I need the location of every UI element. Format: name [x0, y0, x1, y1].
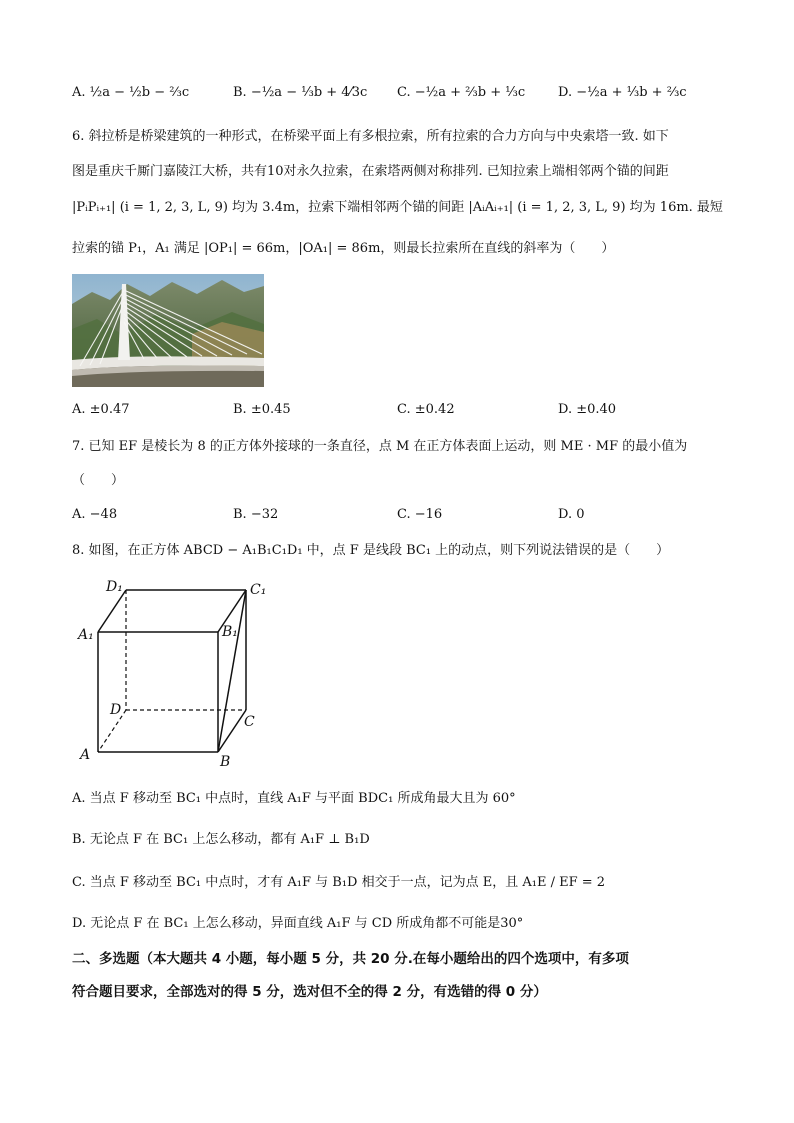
label-a1: A₁ — [78, 627, 94, 643]
bridge-illustration — [72, 274, 264, 387]
section-2-heading-line-1: 二、多选题（本大题共 4 小题，每小题 5 分，共 20 分.在每小题给出的四个选项中，有多项 — [72, 951, 629, 967]
q5-option-c: C. −½a + ⅔b + ⅓c — [397, 85, 526, 100]
q6-option-c: C. ±0.42 — [397, 402, 455, 417]
label-a: A — [80, 747, 91, 763]
q6-line-1: 6. 斜拉桥是桥梁建筑的一种形式，在桥梁平面上有多根拉索，所有拉索的合力方向与中央索塔一致. 如下 — [72, 129, 669, 144]
q6-line-3: |PᵢPᵢ₊₁| (i = 1, 2, 3, L, 9) 均为 3.4m，拉索下端相邻两个锚的间距 |AᵢAᵢ₊₁| (i = 1, 2, 3, L, 9) 均为 16m. 最短 — [72, 200, 723, 215]
cube-figure — [72, 572, 282, 778]
q5-option-a: A. ½a − ½b − ⅔c — [72, 85, 190, 100]
section-2-heading-line-2: 符合题目要求，全部选对的得 5 分，选对但不全的得 2 分，有选错的得 0 分） — [72, 984, 547, 1000]
q7-option-a: A. −48 — [72, 507, 118, 522]
q7-line-1: 7. 已知 EF 是棱长为 8 的正方体外接球的一条直径，点 M 在正方体表面上运动，则 ME · MF 的最小值为 — [72, 439, 688, 454]
q8-option-d: D. 无论点 F 在 BC₁ 上怎么移动，异面直线 A₁F 与 CD 所成角都不可能是30° — [72, 916, 524, 931]
q8-option-c: C. 当点 F 移动至 BC₁ 中点时，才有 A₁F 与 B₁D 相交于一点，记为点 E，且 A₁E / EF = 2 — [72, 875, 606, 890]
q6-option-a: A. ±0.47 — [72, 402, 130, 417]
label-c1: C₁ — [250, 582, 267, 598]
cube-diagram — [72, 572, 282, 778]
q8-option-a: A. 当点 F 移动至 BC₁ 中点时，直线 A₁F 与平面 BDC₁ 所成角最大且为 60° — [72, 791, 516, 806]
label-b: B — [220, 754, 231, 770]
q6-option-b: B. ±0.45 — [233, 402, 291, 417]
label-c: C — [244, 714, 255, 730]
q7-option-b: B. −32 — [233, 507, 279, 522]
q6-line-4: 拉索的锚 P₁，A₁ 满足 |OP₁| = 66m，|OA₁| = 86m，则最长拉索所在直线的斜率为（ ） — [72, 241, 615, 256]
label-d: D — [110, 702, 122, 718]
q7-line-2: （ ） — [72, 473, 125, 488]
label-b1: B₁ — [222, 624, 238, 640]
q6-line-2: 图是重庆千厮门嘉陵江大桥，共有10对永久拉索，在索塔两侧对称排列. 已知拉索上端相邻两个锚的间距 — [72, 164, 669, 179]
q5-option-b: B. −½a − ⅓b + 4⁄3c — [233, 85, 368, 100]
bridge-photo — [72, 274, 264, 387]
label-d1: D₁ — [106, 579, 123, 595]
q8-line-1: 8. 如图，在正方体 ABCD − A₁B₁C₁D₁ 中，点 F 是线段 BC₁ 上的动点，则下列说法错误的是（ ） — [72, 543, 670, 558]
q6-option-d: D. ±0.40 — [558, 402, 617, 417]
q5-option-d: D. −½a + ⅓b + ⅔c — [558, 85, 687, 100]
q7-option-d: D. 0 — [558, 507, 585, 522]
q7-option-c: C. −16 — [397, 507, 443, 522]
q8-option-b: B. 无论点 F 在 BC₁ 上怎么移动，都有 A₁F ⊥ B₁D — [72, 832, 370, 847]
